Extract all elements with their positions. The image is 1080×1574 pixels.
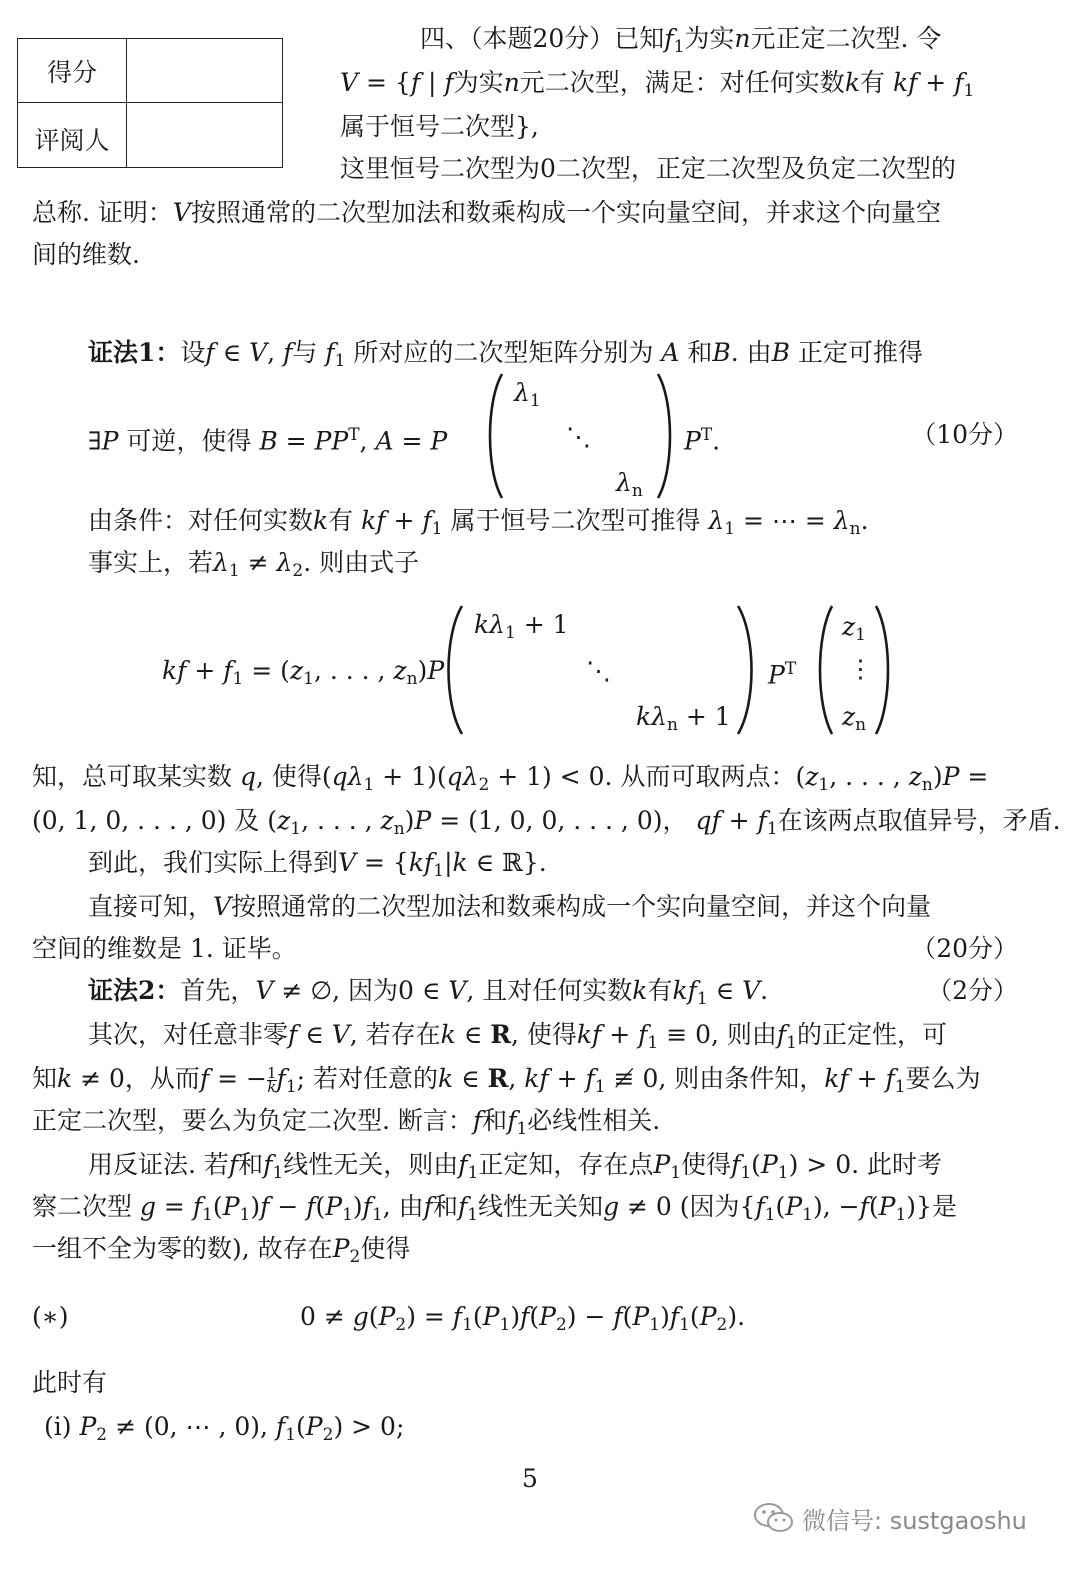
proof1-title: 证法1： xyxy=(88,338,181,367)
left-paren xyxy=(442,604,466,736)
problem-text: 总称. 证明：V按照通常的二次型加法和数乘构成一个实向量空间，并求这个向量空 xyxy=(32,198,941,227)
proof1-equation: ∃P 可逆，使得 $B = PP^T$, A = P xyxy=(88,425,448,456)
proof2-line: 证法2：首先，V ≠ ∅, 因为0 ∈ V, 且对任何实数k有$kf_1$ ∈ V. xyxy=(88,976,769,1009)
page-number: 5 xyxy=(522,1464,538,1493)
proof1-line: 直接可知，V按照通常的二次型加法和数乘构成一个实向量空间，并这个向量 xyxy=(88,892,932,921)
score-table xyxy=(17,38,283,168)
proof2-line: 察二次型 $g = f_1(P_1)f - f(P_1)f_1$, 由f和$f_1$线性无关知g ≠ 0 (因为{$f_1(P_1)$, $-f(P_1)$}是 xyxy=(32,1192,957,1225)
proof1-line: 知，总可取某实数 q, 使得$(q\lambda_1 + 1)(q\lambda_2 + 1) < 0$. 从而可取两点：($z_1$, . . . , $z_n)P$ = xyxy=(32,762,989,795)
proof2-item: (i) $P_2 \ne (0$, ⋯ , 0), $f_1(P_2) > 0$; xyxy=(44,1412,405,1445)
matrix-entry: $k\lambda_1 + 1$ xyxy=(474,610,569,643)
score-marker: （2分） xyxy=(927,976,1018,1005)
right-paren xyxy=(654,372,676,500)
proof2-line: 其次，对任意非零f ∈ V, 若存在k ∈ R, 使得kf + $f_1 \equiv 0$, 则由$f_1$的正定性，可 xyxy=(88,1020,948,1053)
problem-text: 间的维数. xyxy=(32,240,140,269)
watermark-text: 微信号: sustgaoshu xyxy=(802,1506,1027,1535)
matrix-entry: $\lambda_n$ xyxy=(616,468,643,501)
proof2-line: 此时有 xyxy=(32,1368,108,1397)
problem-text: 这里恒号二次型为0二次型，正定二次型及负定二次型的 xyxy=(340,154,956,183)
proof2-line: 一组不全为零的数), 故存在$P_2$使得 xyxy=(32,1234,411,1267)
problem-heading: 四、（本题20分）已知$f_1$为实n元正定二次型. 令 xyxy=(420,24,942,57)
proof1-equation: kf + $f_1 = (z_1$, . . . , $z_n)P$ xyxy=(162,656,445,689)
table-divider xyxy=(126,39,127,167)
matrix-entry: $k\lambda_n + 1$ xyxy=(636,702,731,735)
score-label: 得分 xyxy=(46,58,97,87)
left-paren xyxy=(484,372,506,500)
watermark xyxy=(752,1500,1027,1536)
proof2-line: 用反证法. 若f和$f_1$线性无关，则由$f_1$正定知，存在点$P_1$使得$f_1(P_1) > 0$. 此时考 xyxy=(88,1150,942,1183)
wechat-icon xyxy=(752,1500,796,1536)
proof1-line: 到此，我们实际上得到$V = \{kf_1|k$ ∈ ℝ}. xyxy=(88,848,547,881)
proof2-line: 正定二次型，要么为负定二次型. 断言：f和$f_1$必线性相关. xyxy=(32,1106,661,1139)
proof2-title: 证法2： xyxy=(88,976,181,1005)
problem-set-definition: V = {f | f为实n元二次型，满足：对任何实数k有 kf + $f_1$ xyxy=(340,68,975,101)
proof1-line: (0, 1, 0, . . . , 0) 及 ($z_1$, . . . , $z_n)P = (1$, 0, 0, . . . , 0)， qf + $f_1$在该两点取值异号，矛盾. xyxy=(32,806,1061,839)
left-paren xyxy=(814,604,836,736)
proof2-equation: $0 \ne g(P_2) = f_1(P_1)f(P_2) - f(P_1)f_1(P_2)$. xyxy=(300,1302,746,1335)
table-divider xyxy=(18,102,282,103)
matrix-dots: ⋱ xyxy=(566,422,591,451)
equation-label: (∗) xyxy=(32,1302,69,1331)
score-marker: （10分） xyxy=(911,420,1018,449)
matrix-transpose: $P^T$ xyxy=(768,659,797,690)
matrix-transpose: $P^T$. xyxy=(684,425,721,456)
score-marker: （20分） xyxy=(911,934,1018,963)
problem-set-definition-cont: 属于恒号二次型}, xyxy=(340,112,539,141)
matrix-dots: ⋱ xyxy=(586,656,611,685)
vector-entry: $z_1$ xyxy=(842,612,866,645)
right-paren xyxy=(872,604,894,736)
matrix-entry: $\lambda_1$ xyxy=(514,378,541,411)
vector-dots: ⋮ xyxy=(848,654,873,683)
proof2-line: 知k ≠ 0，从而f = − $\frac{1}{k}$ $f_1$; 若对任意的k ∈ R, kf + $f_1$ ≢ 0, 则由条件知，kf + $f_1$要么为 xyxy=(32,1064,981,1097)
proof1-line: 空间的维数是 1. 证毕。 xyxy=(32,934,297,963)
grader-label: 评阅人 xyxy=(34,126,110,155)
vector-entry: $z_n$ xyxy=(842,702,867,735)
proof1-line: 证法1：设f ∈ V, f与 $f_1$ 所对应的二次型矩阵分别为 A 和B. 由B 正定可推得 xyxy=(88,338,923,371)
right-paren xyxy=(734,604,758,736)
proof1-line: 事实上，若$\lambda_1 \ne \lambda_2$. 则由式子 xyxy=(88,548,420,581)
proof1-line: 由条件：对任何实数k有 kf + $f_1$ 属于恒号二次型可推得 $\lambda_1$ = ⋯ = $\lambda_n$. xyxy=(88,506,869,539)
